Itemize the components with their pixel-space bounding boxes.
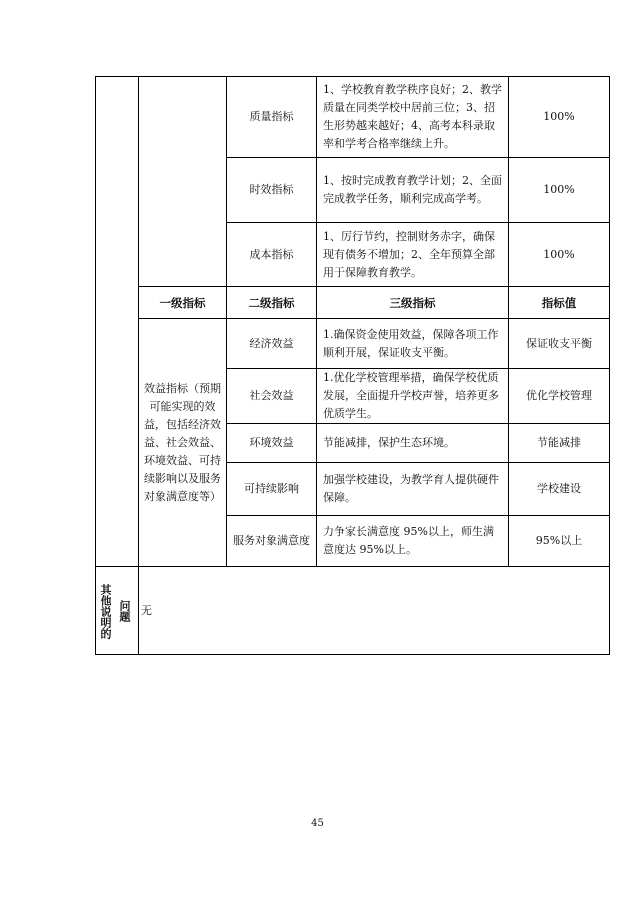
benefit-level1-cell: 效益指标（预期可能实现的效益，包括经济效益、社会效益、环境效益、可持续影响以及服务对象满意度等） [144,381,221,503]
header-level1: 一级指标 [159,295,206,310]
level3-cell: 1、学校教育教学秩序良好；2、教学质量在同类学校中居前三位；3、招生形势越来越好；4、高考本科录取率和学考合格率继续上升。 [323,83,502,150]
level3-cell: 1、厉行节约，控制财务赤字，确保现有债务不增加；2、全年预算全部用于保障教育教学。 [323,229,495,279]
level2-cell: 成本指标 [249,247,294,261]
other-label-column-b: 问题 [118,600,131,622]
header-level3: 三级指标 [389,295,436,310]
level3-cell: 1、按时完成教育教学计划；2、全面完成教学任务，顺利完成高学考。 [323,174,502,205]
value-cell: 100% [543,247,575,261]
page-number: 45 [311,818,324,829]
level3-cell: 力争家长满意度 95%以上，师生满意度达 95%以上。 [323,525,494,556]
level3-cell: 1.确保资金使用效益，保障各项工作顺利开展，保证收支平衡。 [323,327,499,359]
rule [95,76,96,655]
level2-cell: 时效指标 [249,183,294,196]
level3-cell: 节能减排，保护生态环境。 [323,436,455,449]
value-cell: 保证收支平衡 [526,336,592,350]
header-level2: 二级指标 [248,295,295,310]
level2-cell: 环境效益 [249,436,294,449]
value-cell: 100% [543,183,575,196]
other-content: 无 [141,603,152,617]
other-label-column-a: 其他说明的 [99,583,112,639]
value-cell: 95%以上 [535,534,583,547]
level2-cell: 可持续影响 [244,482,299,495]
value-cell: 100% [543,110,575,123]
level2-cell: 质量指标 [249,110,294,123]
level2-cell: 服务对象满意度 [233,534,310,547]
rule [609,76,610,655]
header-value: 指标值 [541,295,577,310]
level3-cell: 1.优化学校管理举措，确保学校优质发展，全面提升学校声誉，培养更多优质学生。 [323,371,499,420]
level2-cell: 经济效益 [249,336,294,350]
level2-cell: 社会效益 [249,389,294,402]
value-cell: 优化学校管理 [526,389,592,402]
value-cell: 节能减排 [537,436,581,449]
value-cell: 学校建设 [537,482,581,495]
level3-cell: 加强学校建设，为教学育人提供硬件保障。 [323,473,499,504]
rule [95,654,610,655]
